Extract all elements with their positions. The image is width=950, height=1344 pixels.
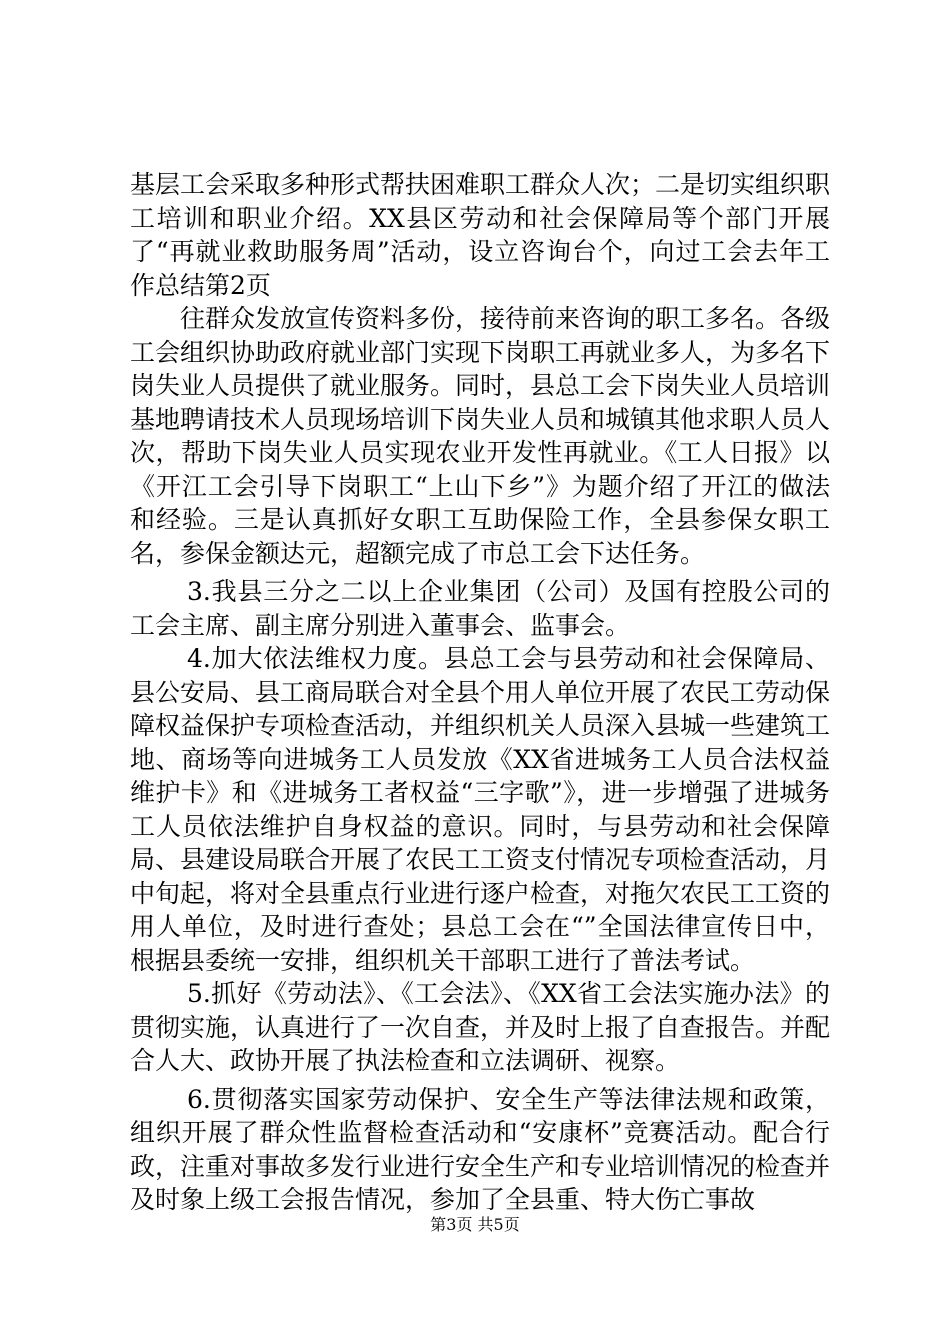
paragraph-item-4: 4.加大依法维权力度。县总工会与县劳动和社会保障局、县公安局、县工商局联合对全县个用人单位开展了农民工劳动保障权益保护专项检查活动，并组织机关人员深入县城一些建筑工地、商场等向进城务工人员发放《XX省进城务工人员合法权益维护卡》和《进城务工者权益“三字歌”》，进一步增强了进城务工人员依法维护自身权益的意识。同时，与县劳动和社会保障局、县建设局联合开展了农民工工资支付情况专项检查活动，月中旬起，将对全县重点行业进行逐户检查，对拖欠农民工工资的用人单位，及时进行查处；县总工会在“”全国法律宣传日中，根据县委统一安排，组织机关干部职工进行了普法考试。 [130,644,831,975]
paragraph-item-6: 6.贯彻落实国家劳动保护、安全生产等法律法规和政策，组织开展了群众性监督检查活动和“安康杯”竞赛活动。配合行政，注重对事故多发行业进行安全生产和专业培训情况的检查并及时象上级工会报告情况，参加了全县重、特大伤亡事故 [130,1084,831,1214]
page-number-footer: 第3页 共5页 [430,1215,520,1234]
paragraph-continued: 基层工会采取多种形式帮扶困难职工群众人次；二是切实组织职工培训和职业介绍。XX县区劳动和社会保障局等个部门开展了“再就业救助服务周”活动，设立咨询台个，向过工会去年工作总结第2页 [130,170,831,300]
paragraph-item-3: 3.我县三分之二以上企业集团（公司）及国有控股公司的工会主席、副主席分别进入董事会、监事会。 [130,577,830,640]
document-body [130,168,830,1217]
paragraph-2: 往群众发放宣传资料多份，接待前来咨询的职工多名。各级工会组织协助政府就业部门实现下岗职工再就业多人，为多名下岗失业人员提供了就业服务。同时，县总工会下岗失业人员培训基地聘请技术人员现场培训下岗失业人员和城镇其他求职人员人次，帮助下岗失业人员实现农业开发性再就业。《工人日报》以《开江工会引导下岗职工“上山下乡”》为题介绍了开江的做法和经验。三是认真抓好女职工互助保险工作，全县参保女职工名，参保金额达元，超额完成了市总工会下达任务。 [130,304,831,568]
paragraph-item-5: 5.抓好《劳动法》、《工会法》、《XX省工会法实施办法》的贯彻实施，认真进行了一次自查，并及时上报了自查报告。并配合人大、政协开展了执法检查和立法调研、视察。 [130,979,831,1075]
